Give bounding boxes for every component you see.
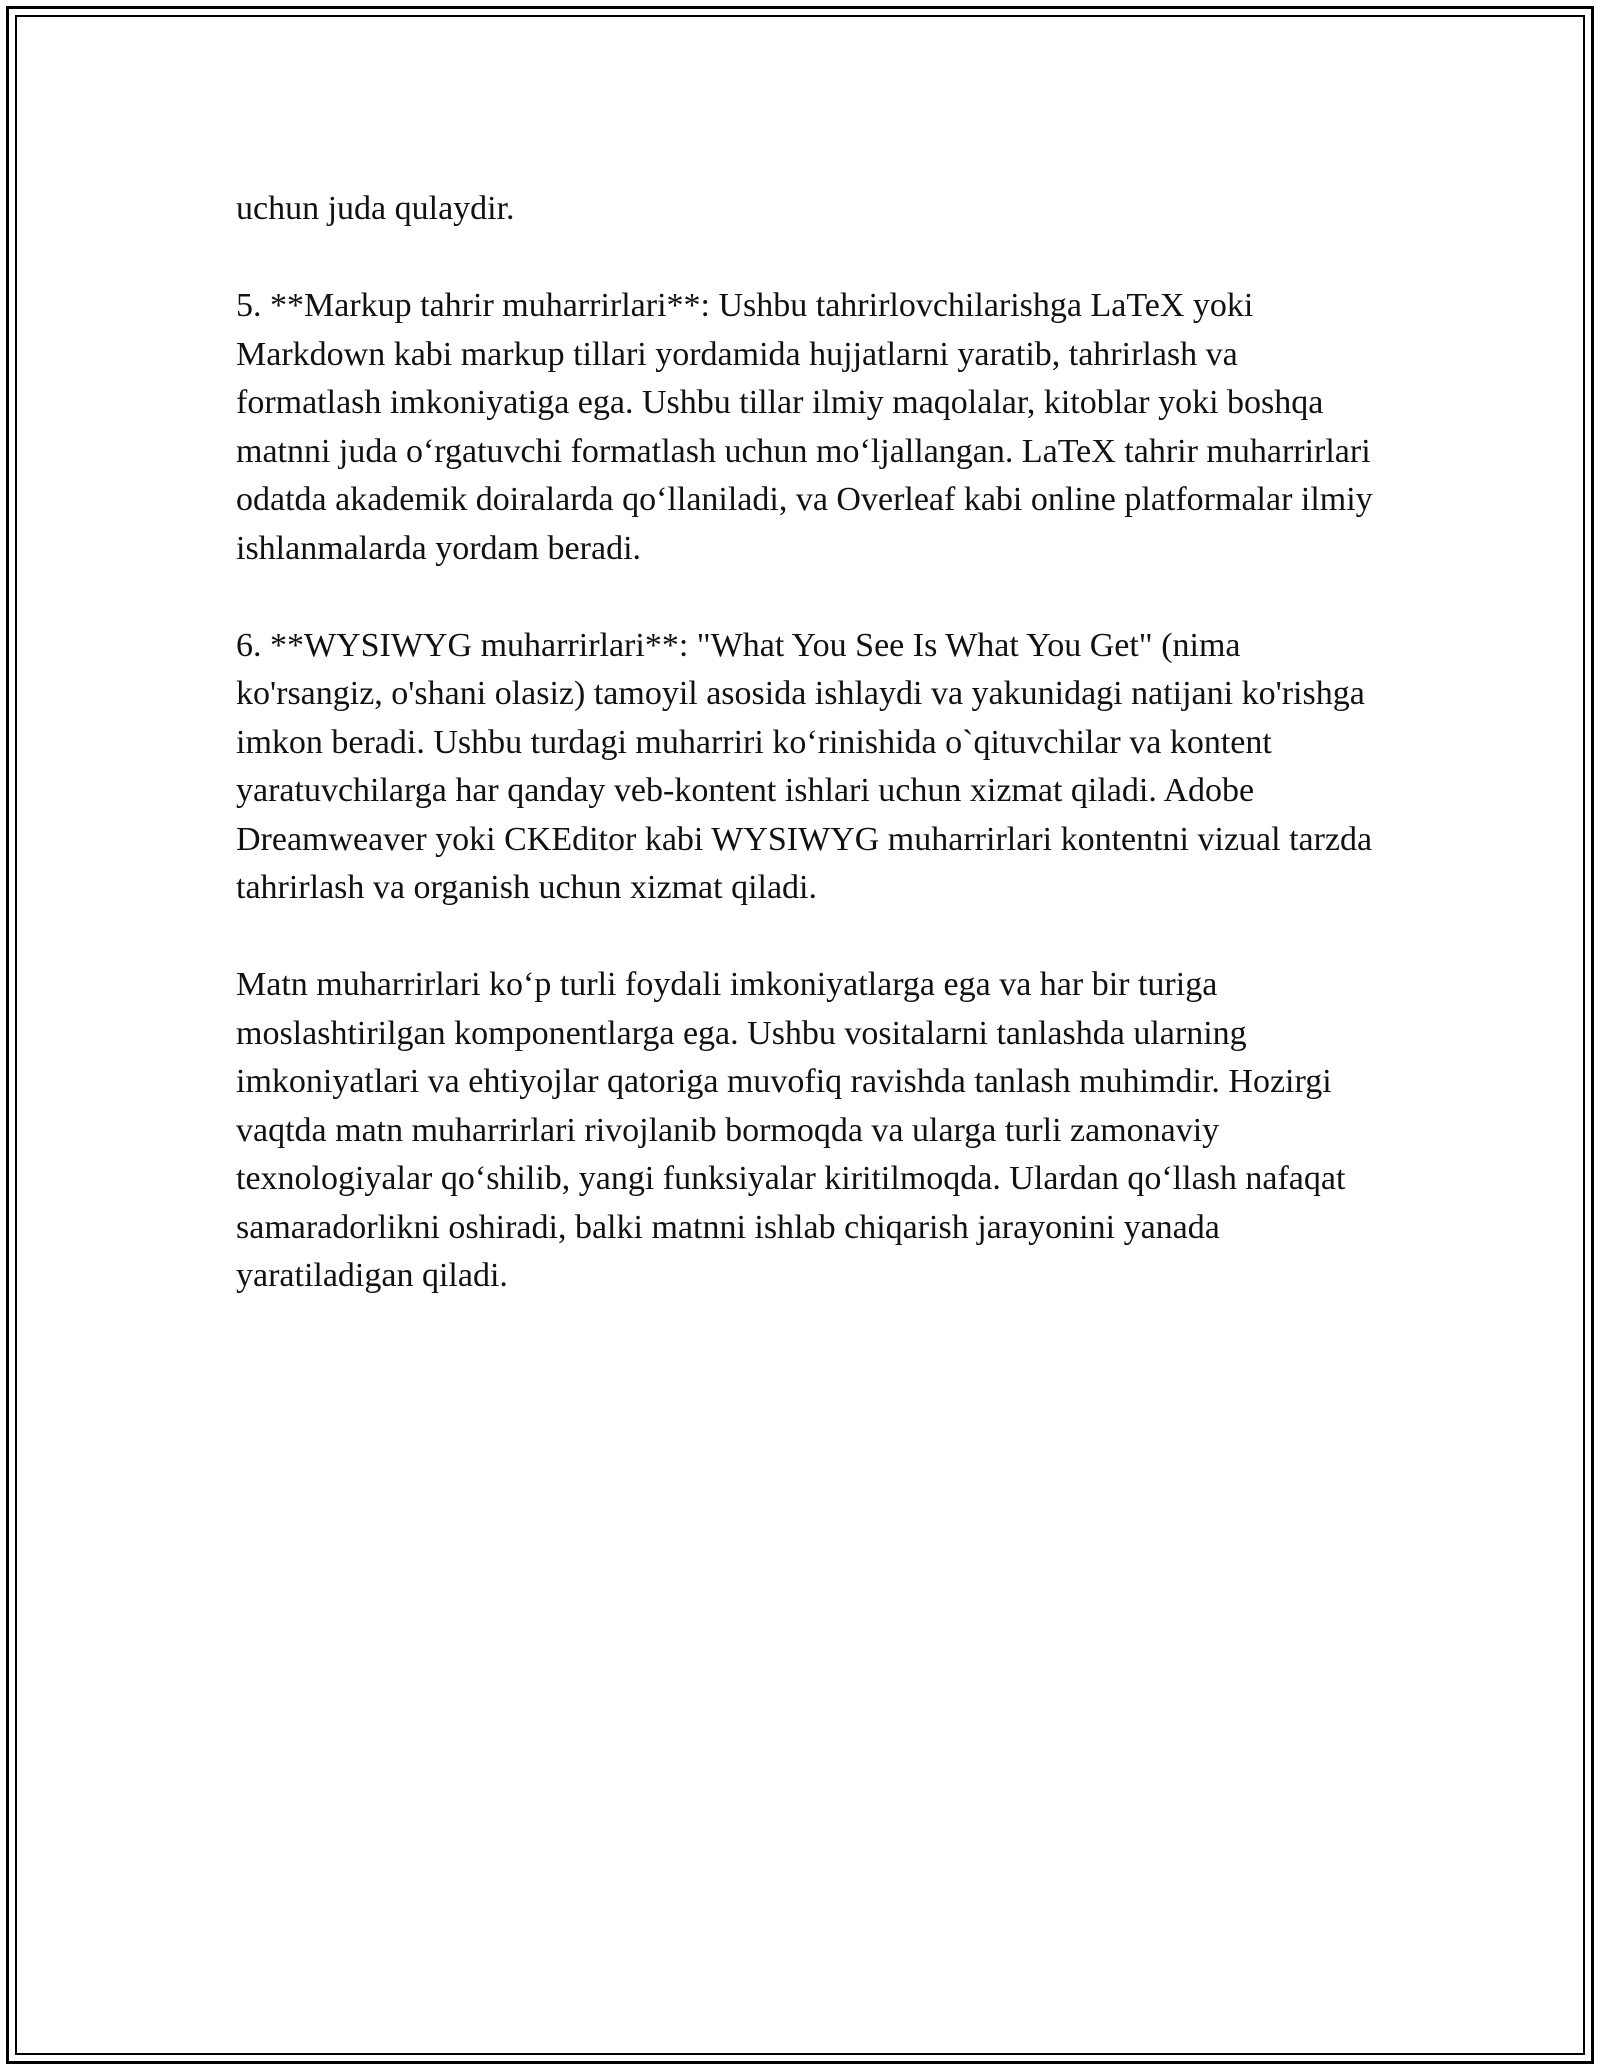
document-body [236, 185, 1386, 1301]
paragraph-continuation: uchun juda qulaydir. [236, 190, 515, 227]
paragraph-wysiwyg-editors: 6. **WYSIWYG muharrirlari**: "What You See Is What You Get" (nima ko'rsangiz, o'shani olasiz) tamoyil asosida ishlaydi va yakunidagi natijani ko'rishga imkon beradi. Ushbu turdagi muharriri ko‘rinishida o`qituvchilar va kontent yaratuvchilarga har qanday veb-kontent ishlari uchun xizmat qiladi. Adobe Dreamweaver yoki CKEditor kabi WYSIWYG muharrirlari kontentni vizual tarzda tahrirlash va organish uchun xizmat qiladi. [236, 626, 1373, 906]
paragraph-conclusion: Matn muharrirlari ko‘p turli foydali imkoniyatlarga ega va har bir turiga moslashtirilgan komponentlarga ega. Ushbu vositalarni tanlashda ularning imkoniyatlari va ehtiyojlar qatoriga muvofiq ravishda tanlash muhimdir. Hozirgi vaqtda matn muharrirlari rivojlanib bormoqda va ularga turli zamonaviy texnologiyalar qo‘shilib, yangi funksiyalar kiritilmoqda. Ulardan qo‘llash nafaqat samaradorlikni oshiradi, balki matnni ishlab chiqarish jarayonini yanada yaratiladigan qiladi. [236, 966, 1346, 1294]
paragraph-markup-editors: 5. **Markup tahrir muharrirlari**: Ushbu tahrirlovchilarishga LaTeX yoki Markdown kabi markup tillari yordamida hujjatlarni yaratib, tahrirlash va formatlash imkoniyatiga ega. Ushbu tillar ilmiy maqolalar, kitoblar yoki boshqa matnni juda o‘rgatuvchi formatlash uchun mo‘ljallangan. LaTeX tahrir muharrirlari odatda akademik doiralarda qo‘llaniladi, va Overleaf kabi online platformalar ilmiy ishlanmalarda yordam beradi. [236, 287, 1373, 567]
